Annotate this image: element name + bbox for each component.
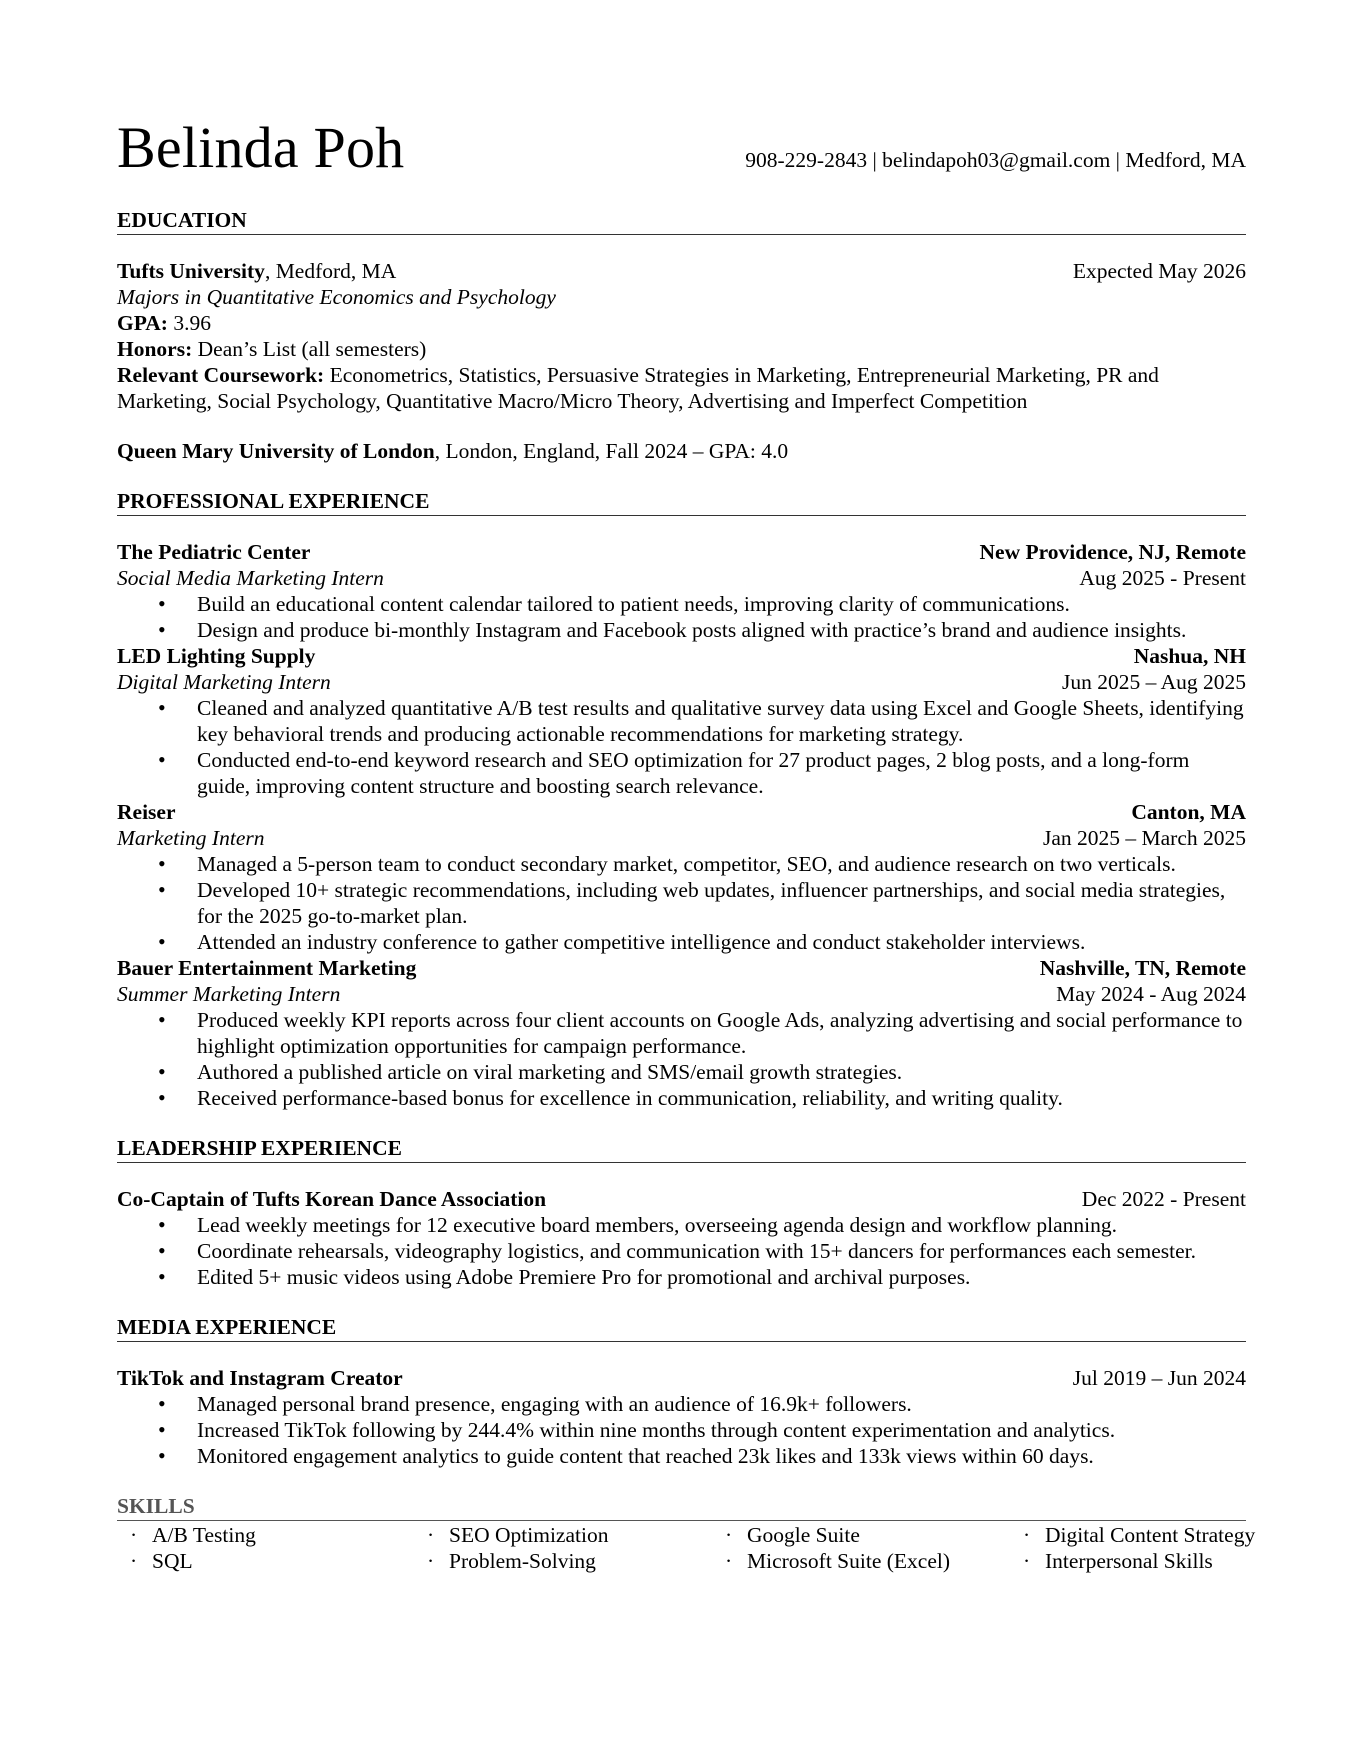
job-entry [117, 799, 1246, 955]
media-header-row [117, 1365, 1246, 1391]
job-bullet: • Conducted end-to-end keyword research and SEO optimization for 27 product pages, 2 blog posts, and a long-form guide, improving content structure and boosting search relevance. [117, 747, 1246, 799]
tufts-header-row [117, 258, 1246, 284]
skill-label: Google Suite [747, 1523, 860, 1547]
job-bullets [117, 591, 1246, 643]
tufts-coursework-line-2: Marketing, Social Psychology, Quantitative Macro/Micro Theory, Advertising and Imperfect Competition [117, 389, 1028, 413]
job-bullets [117, 695, 1246, 799]
skill-bullet-icon: · [725, 1523, 733, 1547]
skill-label: SEO Optimization [449, 1523, 609, 1547]
leadership-section [117, 1186, 1246, 1290]
tufts-majors: Majors in Quantitative Economics and Psychology [117, 285, 556, 309]
job-organization: The Pediatric Center [117, 540, 311, 564]
skill-item [1010, 1522, 1260, 1548]
job-header-row [117, 799, 1246, 825]
leadership-header-row [117, 1186, 1246, 1212]
job-role-row [117, 825, 1246, 851]
job-bullet: • Attended an industry conference to gather competitive intelligence and conduct stakeholder interviews. [117, 929, 1246, 955]
job-location: Canton, MA [1131, 800, 1246, 824]
job-bullet: • Developed 10+ strategic recommendations, including web updates, influencer partnerships, and social media strategies, for the 2025 go-to-market plan. [117, 877, 1246, 929]
job-role-row [117, 981, 1246, 1007]
coursework-label: Relevant Coursework: [117, 363, 325, 387]
leadership-bullets [117, 1212, 1246, 1290]
qmul-details: , London, England, Fall 2024 – GPA: 4.0 [434, 439, 789, 463]
tufts-school-line [117, 258, 396, 284]
job-header-row [117, 539, 1246, 565]
skill-item [117, 1548, 414, 1574]
candidate-name: Belinda Poh [117, 115, 405, 180]
job-bullet: • Build an educational content calendar tailored to patient needs, improving clarity of communications. [117, 591, 1246, 617]
tufts-school-name: Tufts University [117, 259, 265, 283]
honors-value: Dean’s List (all semesters) [192, 337, 427, 361]
skill-label: Digital Content Strategy [1045, 1523, 1256, 1547]
job-bullet: • Received performance-based bonus for excellence in communication, reliability, and writing quality. [117, 1085, 1246, 1111]
job-bullet: • Authored a published article on viral marketing and SMS/email growth strategies. [117, 1059, 1246, 1085]
skill-label: A/B Testing [152, 1523, 256, 1547]
resume-header [117, 115, 1246, 190]
skill-item [414, 1522, 712, 1548]
job-bullets [117, 851, 1246, 955]
tufts-location: , Medford, MA [264, 259, 397, 283]
skill-label: SQL [152, 1549, 193, 1573]
job-bullet: • Produced weekly KPI reports across four client accounts on Google Ads, analyzing advertising and social performance to highlight optimization opportunities for campaign performance. [117, 1007, 1246, 1059]
media-date: Jul 2019 – Jun 2024 [1072, 1366, 1246, 1390]
gpa-value: 3.96 [167, 311, 211, 335]
job-role: Social Media Marketing Intern [117, 566, 384, 590]
job-bullet: • Cleaned and analyzed quantitative A/B test results and qualitative survey data using Excel and Google Sheets, identifying key behavioral trends and producing actionable recommendations for marketing strategy. [117, 695, 1246, 747]
skill-bullet-icon: · [130, 1523, 138, 1547]
skill-item [414, 1548, 712, 1574]
job-date: Aug 2025 - Present [1079, 566, 1246, 590]
skill-label: Interpersonal Skills [1045, 1549, 1213, 1573]
job-bullet: • Managed a 5-person team to conduct secondary market, competitor, SEO, and audience research on two verticals. [117, 851, 1246, 877]
job-location: New Providence, NJ, Remote [979, 540, 1246, 564]
professional-heading: PROFESSIONAL EXPERIENCE [117, 488, 1246, 516]
skill-bullet-icon: · [1023, 1523, 1031, 1547]
skill-bullet-icon: · [427, 1523, 435, 1547]
job-bullet: • Design and produce bi-monthly Instagram and Facebook posts aligned with practice’s brand and audience insights. [117, 617, 1246, 643]
job-organization: LED Lighting Supply [117, 644, 316, 668]
education-section [117, 258, 1246, 464]
skill-label: Problem-Solving [449, 1549, 596, 1573]
education-heading: EDUCATION [117, 207, 1246, 235]
media-role: TikTok and Instagram Creator [117, 1366, 403, 1390]
job-header-row [117, 643, 1246, 669]
skills-heading: SKILLS [117, 1493, 1246, 1521]
professional-section [117, 539, 1246, 1111]
media-heading: MEDIA EXPERIENCE [117, 1314, 1246, 1342]
job-location: Nashua, NH [1133, 644, 1246, 668]
tufts-coursework-line [117, 362, 1246, 388]
job-role-row [117, 565, 1246, 591]
media-bullet: • Monitored engagement analytics to guide content that reached 23k likes and 133k views within 60 days. [117, 1443, 1246, 1469]
tufts-gpa-line [117, 310, 1246, 336]
leadership-bullet: • Lead weekly meetings for 12 executive board members, overseeing agenda design and workflow planning. [117, 1212, 1246, 1238]
honors-label: Honors: [117, 337, 193, 361]
job-entry [117, 643, 1246, 799]
job-bullets [117, 1007, 1246, 1111]
qmul-school-name: Queen Mary University of London [117, 439, 435, 463]
leadership-role: Co-Captain of Tufts Korean Dance Association [117, 1187, 547, 1211]
tufts-date: Expected May 2026 [1072, 259, 1246, 283]
skill-item [1010, 1548, 1260, 1574]
skill-bullet-icon: · [130, 1549, 138, 1573]
skill-bullet-icon: · [725, 1549, 733, 1573]
job-role: Digital Marketing Intern [117, 670, 331, 694]
media-bullet: • Increased TikTok following by 244.4% within nine months through content experimentation and analytics. [117, 1417, 1246, 1443]
media-section [117, 1365, 1246, 1469]
job-date: May 2024 - Aug 2024 [1056, 982, 1246, 1006]
media-bullet: • Managed personal brand presence, engaging with an audience of 16.9k+ followers. [117, 1391, 1246, 1417]
job-date: Jan 2025 – March 2025 [1042, 826, 1246, 850]
media-bullets [117, 1391, 1246, 1469]
skills-grid [117, 1522, 1256, 1574]
job-entry [117, 955, 1246, 1111]
coursework-value-1: Econometrics, Statistics, Persuasive Strategies in Marketing, Entrepreneurial Marketing, PR and [324, 363, 1159, 387]
tufts-honors-line [117, 336, 1246, 362]
skill-bullet-icon: · [1023, 1549, 1031, 1573]
gpa-label: GPA: [117, 311, 168, 335]
leadership-bullet: • Edited 5+ music videos using Adobe Premiere Pro for promotional and archival purposes. [117, 1264, 1246, 1290]
contact-info: 908-229-2843 | belindapoh03@gmail.com | Medford, MA [745, 148, 1246, 172]
job-location: Nashville, TN, Remote [1039, 956, 1246, 980]
job-entry [117, 539, 1246, 643]
job-date: Jun 2025 – Aug 2025 [1062, 670, 1246, 694]
job-role: Marketing Intern [117, 826, 265, 850]
skill-item [712, 1522, 1010, 1548]
leadership-date: Dec 2022 - Present [1081, 1187, 1246, 1211]
job-role: Summer Marketing Intern [117, 982, 341, 1006]
skill-bullet-icon: · [427, 1549, 435, 1573]
leadership-heading: LEADERSHIP EXPERIENCE [117, 1135, 1246, 1163]
job-organization: Bauer Entertainment Marketing [117, 956, 417, 980]
job-role-row [117, 669, 1246, 695]
job-organization: Reiser [117, 800, 176, 824]
qmul-line [117, 438, 1246, 464]
leadership-bullet: • Coordinate rehearsals, videography logistics, and communication with 15+ dancers for performances each semester. [117, 1238, 1246, 1264]
skill-label: Microsoft Suite (Excel) [747, 1549, 951, 1573]
job-header-row [117, 955, 1246, 981]
skill-item [712, 1548, 1010, 1574]
skill-item [117, 1522, 414, 1548]
